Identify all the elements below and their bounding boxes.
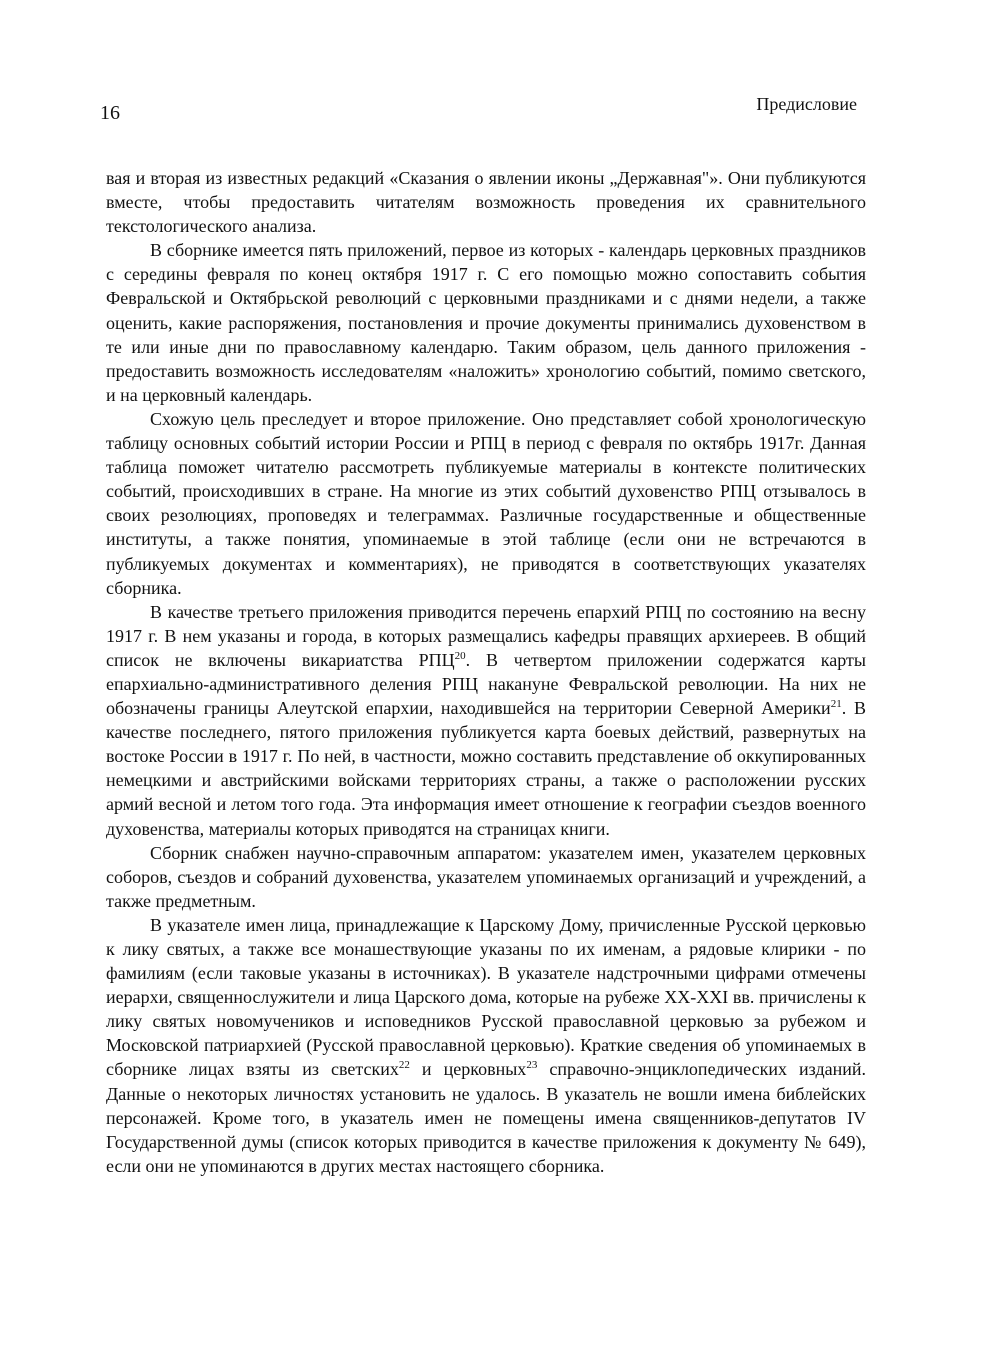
footnote-ref-23: 23 [526, 1059, 538, 1072]
footnote-ref-20: 20 [454, 649, 466, 662]
paragraph-appendices-intro: В сборнике имеется пять приложений, первое из которых - календарь церковных праздников с середины февраля по конец октября 1917 г. С его помощью можно сопоставить события Февральской и Октябрьской революций с церковными праздниками и с днями недели, а также оценить, какие распоряжения, постановления и прочие документы принимались духовенством в те или иные дни по православному календарю. Таким образом, цель данного приложения - предоставить возможность исследователям «наложить» хронологию событий, помимо светского, и на церковный календарь. [106, 240, 866, 405]
running-head: Предисловие [756, 94, 857, 114]
text-segment: и церковных [409, 1059, 527, 1080]
paragraph-third-appendix [106, 600, 866, 841]
paragraph-second-appendix: Схожую цель преследует и второе приложение. Оно представляет собой хронологическую таблицу основных событий истории России и РПЦ в период с февраля по октябрь 1917г. Данная таблица поможет читателю рассмотреть публикуемые материалы в контексте политических событий, происходивших в стране. На многие из этих событий духовенство РПЦ отзывалось в своих резолюциях, проповедях и телеграммах. Различные государственные и общественные институты, а также понятия, упоминаемые в этой таблице (если они не встречаются в публикуемых документах и комментариях), не приводятся в соответствующих указателях сборника. [106, 408, 866, 598]
text-segment: В качестве третьего приложения приводится перечень епархий РПЦ по состоянию на весну 1917 г. В нем указаны и города, в которых размещались кафедры правящих архиереев. В общий список не включены викариатства РПЦ [106, 601, 866, 670]
text-segment: . В качестве последнего, пятого приложения публикуется карта боевых действий, развернутых на востоке России в 1917 г. По ней, в частности, можно составить представление об оккупированных немецкими и австрийскими войсками территориях страны, а также о расположении русских армий весной и летом того года. Эта информация имеет отношение к географии съездов военного духовенства, материалы которых приводятся на страницах книги. [106, 698, 866, 839]
footnote-ref-21: 21 [830, 698, 842, 711]
body-text [106, 166, 866, 1178]
text-segment: В указателе имен лица, принадлежащие к Царскому Дому, причисленные Русской церковью к лику святых, а также все монашествующие указаны по их именам, а рядовые клирики - по фамилиям (если таковые указаны в источниках). В указателе надстрочными цифрами отмечены иерархи, священнослужители и лица Царского дома, которые на рубеже XX-XXI вв. причислены к лику святых новомучеников и исповедников Русской православной церковью за рубежом и Московской патриархией (Русской православной церковью). Краткие сведения об упоминаемых в сборнике лицах взяты из светских [106, 914, 866, 1080]
footnote-ref-22: 22 [398, 1059, 410, 1072]
paragraph-name-index [106, 913, 866, 1178]
text-segment: справочно-энциклопедических изданий. Данные о некоторых личностях установить не удалось. В указатель не вошли имена библейских персонажей. Кроме того, в указатель имен не помещены имена священников-депутатов IV Государственной думы (список которых приводится в качестве приложения к документу № 649), если они не упоминаются в других местах настоящего сборника. [106, 1059, 866, 1176]
paragraph-continuation: вая и вторая из известных редакций «Сказания о явлении иконы „Державная"». Они публикуются вместе, чтобы предоставить читателям возможность проведения их сравнительного текстологического анализа. [106, 168, 866, 237]
paragraph-reference-apparatus: Сборник снабжен научно-справочным аппаратом: указателем имен, указателем церковных соборов, съездов и собраний духовенства, указателем упоминаемых организаций и учреждений, а также предметным. [106, 842, 866, 911]
text-segment: . В четвертом приложении содержатся карты епархиально-административного деления РПЦ накануне Февральской революции. На них не обозначены границы Алеутской епархии, находившейся на территории Северной Америки [106, 649, 866, 719]
page-number: 16 [100, 102, 120, 124]
